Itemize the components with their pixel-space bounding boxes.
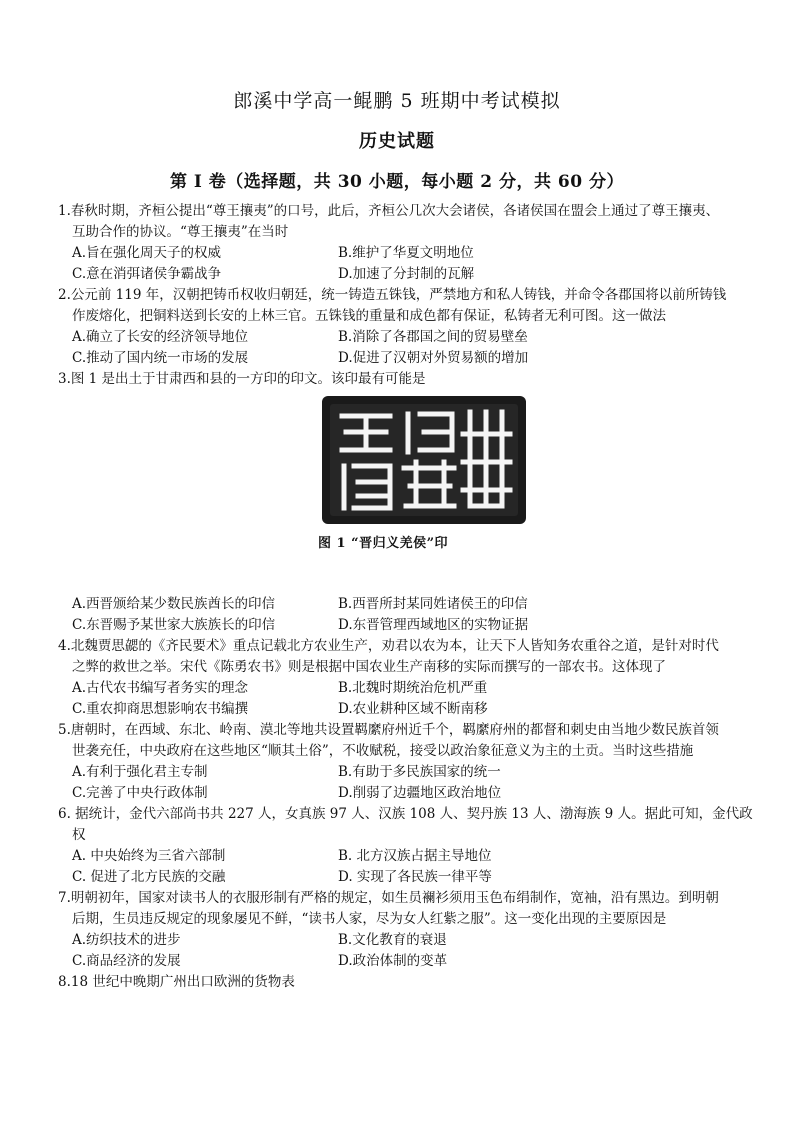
stem-line: 2.公元前 119 年，汉朝把铸币权收归朝廷，统一铸造五铢钱，严禁地方和私人铸钱，并命令各郡国将以前所铸钱 (58, 287, 727, 303)
option-grid (58, 594, 758, 636)
stem-line: 4.北魏贾思勰的《齐民要术》重点记载北方农业生产，劝君以农为本，让天下人皆知务农重谷之道，是针对时代 (58, 638, 719, 654)
question-3 (58, 369, 758, 636)
figure-caption: 图 1 “晋归义羌侯”印 (318, 536, 449, 551)
stem-line: 之弊的救世之举。宋代《陈勇农书》则是根据中国农业生产南移的实际而撰写的一部农书。这体现了 (72, 659, 666, 675)
answer-option: B.北魏时期统治危机严重 (338, 680, 488, 696)
answer-option: C.重农抑商思想影响农书编撰 (72, 701, 249, 717)
figure-1 (58, 390, 758, 594)
question-stem (58, 285, 758, 327)
answer-option: B. 北方汉族占据主导地位 (338, 848, 492, 864)
answer-option: C. 促进了北方民族的交融 (72, 869, 226, 885)
answer-option: D. 实现了各民族一律平等 (338, 869, 492, 885)
question-stem (58, 888, 758, 930)
answer-option: A.古代农书编写者务实的理念 (72, 680, 249, 696)
answer-option: D.农业耕种区域不断南移 (338, 701, 488, 717)
stem-line: 后期，生员违反规定的现象屡见不鲜，“读书人家，尽为女人红紫之服”。这一变化出现的主要原因是 (72, 911, 667, 927)
answer-option: B.消除了各郡国之间的贸易壁垒 (338, 329, 528, 345)
answer-option: A.旨在强化周天子的权威 (72, 245, 222, 261)
answer-option: B.西晋所封某同姓诸侯王的印信 (338, 596, 528, 612)
seal-image (320, 394, 528, 526)
seal-stamp-icon (320, 394, 528, 526)
answer-option: B.文化教育的衰退 (338, 932, 447, 948)
question-6 (58, 804, 758, 888)
question-stem (58, 369, 758, 390)
question-stem (58, 720, 758, 762)
school-title: 郎溪中学高一鲲鹏 5 班期中考试模拟 (233, 90, 561, 112)
option-grid (58, 243, 758, 285)
answer-option: B.维护了华夏文明地位 (338, 245, 474, 261)
question-2 (58, 285, 758, 369)
stem-line: 作废熔化，把铜料送到长安的上林三官。五铢钱的重量和成色都有保证，私铸者无利可图。这一做法 (72, 308, 666, 324)
stem-line: 1.春秋时期，齐桓公提出“尊王攘夷”的口号，此后，齐桓公几次大会诸侯，各诸侯国在盟会上通过了尊王攘夷、 (58, 203, 720, 219)
question-stem (58, 804, 758, 846)
answer-option: A.西晋颁给某少数民族酋长的印信 (72, 596, 276, 612)
option-grid (58, 762, 758, 804)
stem-line: 7.明朝初年，国家对读书人的衣服形制有严格的规定，如生员襕衫须用玉色布绢制作，宽袖，沿有黑边。到明朝 (58, 890, 719, 906)
stem-line: 权 (72, 827, 86, 843)
stem-line: 互助合作的协议。“尊王攘夷”在当时 (72, 224, 289, 240)
section-title: 第 I 卷（选择题，共 30 小题，每小题 2 分，共 60 分） (170, 172, 624, 192)
question-8 (58, 972, 758, 993)
answer-option: D.东晋管理西域地区的实物证据 (338, 617, 529, 633)
answer-option: A.确立了长安的经济领导地位 (72, 329, 249, 345)
option-grid (58, 327, 758, 369)
answer-option: A.纺织技术的进步 (72, 932, 181, 948)
option-grid (58, 846, 758, 888)
stem-line: 8.18 世纪中晚期广州出口欧洲的货物表 (58, 974, 295, 990)
stem-line: 世袭充任，中央政府在这些地区“顺其土俗”，不收赋税，接受以政治象征意义为主的土贡。当时这些措施 (72, 743, 694, 759)
question-5 (58, 720, 758, 804)
answer-option: D.政治体制的变革 (338, 953, 448, 969)
stem-line: 5.唐朝时，在西域、东北、岭南、漠北等地共设置羁縻府州近千个，羁縻府州的都督和刺史由当地少数民族首领 (58, 722, 719, 738)
answer-option: C.东晋赐予某世家大族族长的印信 (72, 617, 276, 633)
answer-option: A. 中央始终为三省六部制 (72, 848, 226, 864)
stem-line: 6. 据统计，金代六部尚书共 227 人，女真族 97 人、汉族 108 人、契丹族 13 人、渤海族 9 人。据此可知，金代政 (58, 806, 753, 822)
stem-line: 3.图 1 是出土于甘肃西和县的一方印的印文。该印最有可能是 (58, 371, 426, 387)
question-stem (58, 636, 758, 678)
option-grid (58, 678, 758, 720)
question-4 (58, 636, 758, 720)
question-1 (58, 201, 758, 285)
question-stem (58, 201, 758, 243)
answer-option: D.加速了分封制的瓦解 (338, 266, 475, 282)
answer-option: C.完善了中央行政体制 (72, 785, 208, 801)
answer-option: D.削弱了边疆地区政治地位 (338, 785, 502, 801)
answer-option: B.有助于多民族国家的统一 (338, 764, 501, 780)
answer-option: C.意在消弭诸侯争霸战争 (72, 266, 222, 282)
answer-option: C.商品经济的发展 (72, 953, 181, 969)
question-list (58, 201, 758, 993)
answer-option: C.推动了国内统一市场的发展 (72, 350, 249, 366)
option-grid (58, 930, 758, 972)
question-7 (58, 888, 758, 972)
subject-title: 历史试题 (359, 131, 435, 152)
answer-option: A.有利于强化君主专制 (72, 764, 208, 780)
question-stem (58, 972, 758, 993)
answer-option: D.促进了汉朝对外贸易额的增加 (338, 350, 529, 366)
